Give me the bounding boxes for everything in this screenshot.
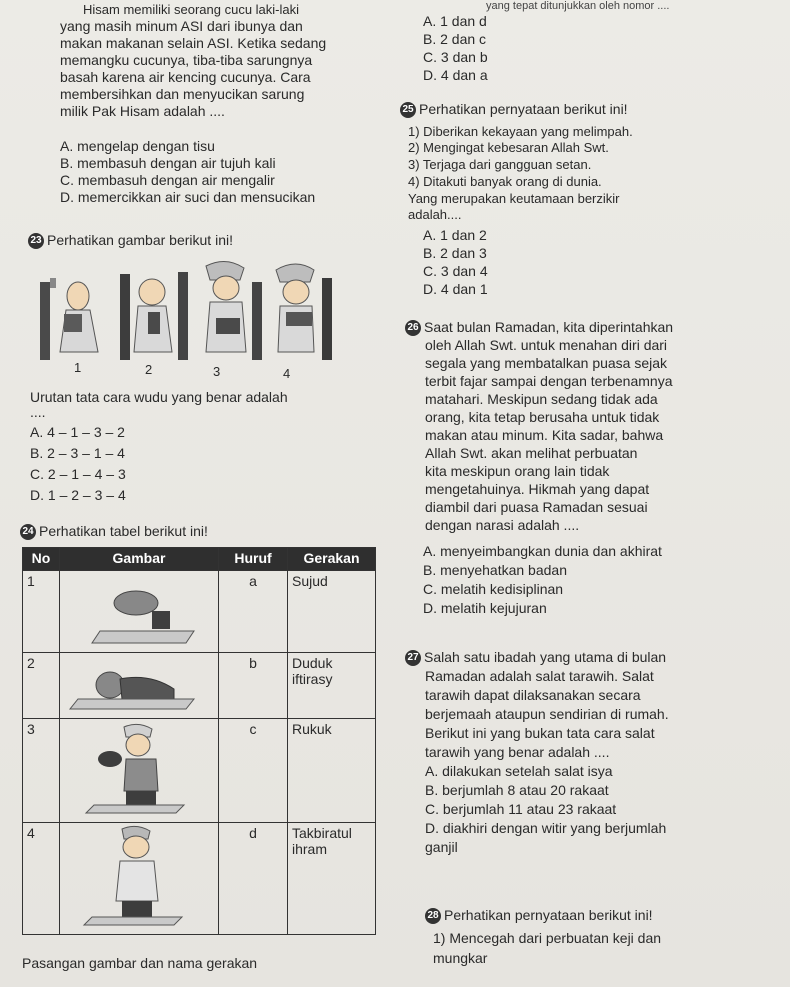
- cell-gambar: [60, 571, 219, 653]
- cell-huruf: b: [219, 653, 288, 719]
- table-row: [23, 653, 376, 719]
- q26-line: Allah Swt. akan melihat perbuatan: [425, 445, 638, 461]
- q27-line: berjemaah ataupun sendirian di rumah.: [425, 706, 669, 722]
- cell-huruf: d: [219, 823, 288, 935]
- header-gambar: Gambar: [60, 548, 219, 571]
- q26-option-a[interactable]: A. menyeimbangkan dunia dan akhirat: [423, 543, 662, 559]
- table-row: [23, 823, 376, 935]
- q25-option-c[interactable]: C. 3 dan 4: [423, 263, 488, 279]
- sujud-figure: [64, 573, 204, 645]
- q28-item: mungkar: [433, 950, 488, 966]
- q25-question: adalah....: [408, 207, 462, 222]
- q24-number: 24: [20, 524, 36, 540]
- q22-line: memangku cucunya, tiba-tiba sarungnya: [60, 52, 313, 68]
- q26-option-d[interactable]: D. melatih kejujuran: [423, 600, 547, 616]
- table-row: [23, 571, 376, 653]
- q28-item: 1) Mencegah dari perbuatan keji dan: [433, 930, 662, 946]
- q26-line: orang, kita tetap berusaha untuk tidak: [425, 409, 660, 425]
- q25-question: Yang merupakan keutamaan berzikir: [408, 191, 620, 206]
- q24-option-b[interactable]: B. 2 dan c: [423, 31, 487, 47]
- q25-item: 2) Mengingat kebesaran Allah Swt.: [408, 140, 609, 155]
- q22-line: yang masih minum ASI dari ibunya dan: [60, 18, 303, 34]
- q27-option-d[interactable]: D. diakhiri dengan witir yang berjumlah: [425, 820, 667, 836]
- q26-option-b[interactable]: B. menyehatkan badan: [423, 562, 567, 578]
- wudu-label-1: 1: [74, 360, 82, 375]
- q27-line: tarawih dapat dilaksanakan secara: [425, 687, 641, 703]
- q22-line: basah karena air kencing cucunya. Cara: [60, 69, 311, 85]
- q27-option-b[interactable]: B. berjumlah 8 atau 20 rakaat: [425, 782, 609, 798]
- q24-option-c[interactable]: C. 3 dan b: [423, 49, 488, 65]
- wudu-label-2: 2: [145, 362, 153, 377]
- cell-no: 4: [23, 823, 60, 935]
- rukuk-figure: [64, 721, 204, 815]
- q26-line: makan atau minum. Kita sadar, bahwa: [425, 427, 664, 443]
- q25-option-d[interactable]: D. 4 dan 1: [423, 281, 488, 297]
- movement-table: [22, 547, 376, 935]
- q27-line: Salah satu ibadah yang utama di bulan: [424, 649, 667, 665]
- q26-line: matahari. Meskipun sedang tidak ada: [425, 391, 658, 407]
- wudu-steps-illustration: [40, 252, 352, 370]
- cell-gerakan: Duduk iftirasy: [288, 653, 376, 719]
- q25-instruction: Perhatikan pernyataan berikut ini!: [419, 101, 628, 117]
- q27-option-a[interactable]: A. dilakukan setelah salat isya: [425, 763, 613, 779]
- q23-number: 23: [28, 233, 44, 249]
- q25-option-b[interactable]: B. 2 dan 3: [423, 245, 487, 261]
- q24-footer: Pasangan gambar dan nama gerakan: [22, 955, 258, 971]
- q25-item: 3) Terjaga dari gangguan setan.: [408, 157, 592, 172]
- header-no: No: [23, 548, 60, 571]
- q22-option-a[interactable]: A. mengelap dengan tisu: [60, 138, 215, 154]
- q27-option-d-cont: ganjil: [425, 839, 458, 855]
- wudu-label-3: 3: [213, 364, 221, 379]
- wudu-figure-2: [134, 279, 172, 352]
- q26-line: segala yang membatalkan puasa sejak: [425, 355, 668, 371]
- q27-option-c[interactable]: C. berjumlah 11 atau 23 rakaat: [425, 801, 617, 817]
- q24-option-d[interactable]: D. 4 dan a: [423, 67, 488, 83]
- q23-option-a[interactable]: A. 4 – 1 – 3 – 2: [30, 424, 125, 440]
- q26-heading: [405, 319, 673, 336]
- wudu-figure-1: [60, 282, 98, 352]
- q25-option-a[interactable]: A. 1 dan 2: [423, 227, 487, 243]
- wudu-label-4: 4: [283, 366, 291, 381]
- q26-option-c[interactable]: C. melatih kedisiplinan: [423, 581, 564, 597]
- q24-continuation: yang tepat ditunjukkan oleh nomor ....: [486, 0, 670, 12]
- q23-heading: [28, 232, 233, 249]
- q22-line: Hisam memiliki seorang cucu laki-laki: [83, 2, 300, 17]
- q22-option-b[interactable]: B. membasuh dengan air tujuh kali: [60, 155, 276, 171]
- takbir-figure: [64, 825, 204, 927]
- q27-heading: [405, 649, 666, 666]
- q27-line: Berikut ini yang bukan tata cara salat: [425, 725, 655, 741]
- q26-line: oleh Allah Swt. untuk menahan diri dari: [425, 337, 668, 353]
- q26-line: dengan narasi adalah ....: [425, 517, 580, 533]
- q25-number: 25: [400, 102, 416, 118]
- q23-option-c[interactable]: C. 2 – 1 – 4 – 3: [30, 466, 126, 482]
- q23-instruction: Perhatikan gambar berikut ini!: [47, 232, 233, 248]
- q25-item: 4) Ditakuti banyak orang di dunia.: [408, 174, 602, 189]
- q27-line: Ramadan adalah salat tarawih. Salat: [425, 668, 654, 684]
- q23-dots: ....: [30, 404, 46, 420]
- cell-no: 3: [23, 719, 60, 823]
- cell-huruf: c: [219, 719, 288, 823]
- cell-gerakan: Takbiratul ihram: [288, 823, 376, 935]
- cell-no: 2: [23, 653, 60, 719]
- q22-option-c[interactable]: C. membasuh dengan air mengalir: [60, 172, 275, 188]
- q23-option-b[interactable]: B. 2 – 3 – 1 – 4: [30, 445, 125, 461]
- q23-question: Urutan tata cara wudu yang benar adalah: [30, 389, 288, 405]
- q25-heading: [400, 101, 628, 118]
- q22-line: membersihkan dan menyucikan sarung: [60, 86, 305, 102]
- q25-item: 1) Diberikan kekayaan yang melimpah.: [408, 124, 633, 139]
- cell-gerakan: Rukuk: [288, 719, 376, 823]
- wudu-figure-3: [206, 261, 246, 352]
- q23-option-d[interactable]: D. 1 – 2 – 3 – 4: [30, 487, 126, 503]
- header-huruf: Huruf: [219, 548, 288, 571]
- q26-line: Saat bulan Ramadan, kita diperintahkan: [424, 319, 674, 335]
- header-gerakan: Gerakan: [288, 548, 376, 571]
- q26-number: 26: [405, 320, 421, 336]
- q24-option-a[interactable]: A. 1 dan d: [423, 13, 487, 29]
- q26-line: terbit fajar sampai dengan terbenamnya: [425, 373, 673, 389]
- q22-line: makan makanan selain ASI. Ketika sedang: [60, 35, 327, 51]
- duduk-figure: [64, 655, 204, 711]
- q28-heading: [425, 907, 653, 924]
- cell-huruf: a: [219, 571, 288, 653]
- cell-gambar: [60, 823, 219, 935]
- q24-heading: [20, 523, 208, 540]
- wudu-figure-4: [276, 264, 314, 352]
- q26-line: kita meskipun orang lain tidak: [425, 463, 610, 479]
- q28-instruction: Perhatikan pernyataan berikut ini!: [444, 907, 653, 923]
- table-header-row: [23, 548, 376, 571]
- cell-gambar: [60, 653, 219, 719]
- q22-option-d[interactable]: D. memercikkan air suci dan mensucikan: [60, 189, 316, 205]
- q27-line: tarawih yang benar adalah ....: [425, 744, 610, 760]
- q26-line: diambil dari puasa Ramadan sesuai: [425, 499, 648, 515]
- cell-gambar: [60, 719, 219, 823]
- table-row: [23, 719, 376, 823]
- q22-line: milik Pak Hisam adalah ....: [60, 103, 225, 119]
- q26-line: mengetahuinya. Hikmah yang dapat: [425, 481, 650, 497]
- cell-gerakan: Sujud: [288, 571, 376, 653]
- q24-instruction: Perhatikan tabel berikut ini!: [39, 523, 208, 539]
- q27-number: 27: [405, 650, 421, 666]
- q28-number: 28: [425, 908, 441, 924]
- cell-no: 1: [23, 571, 60, 653]
